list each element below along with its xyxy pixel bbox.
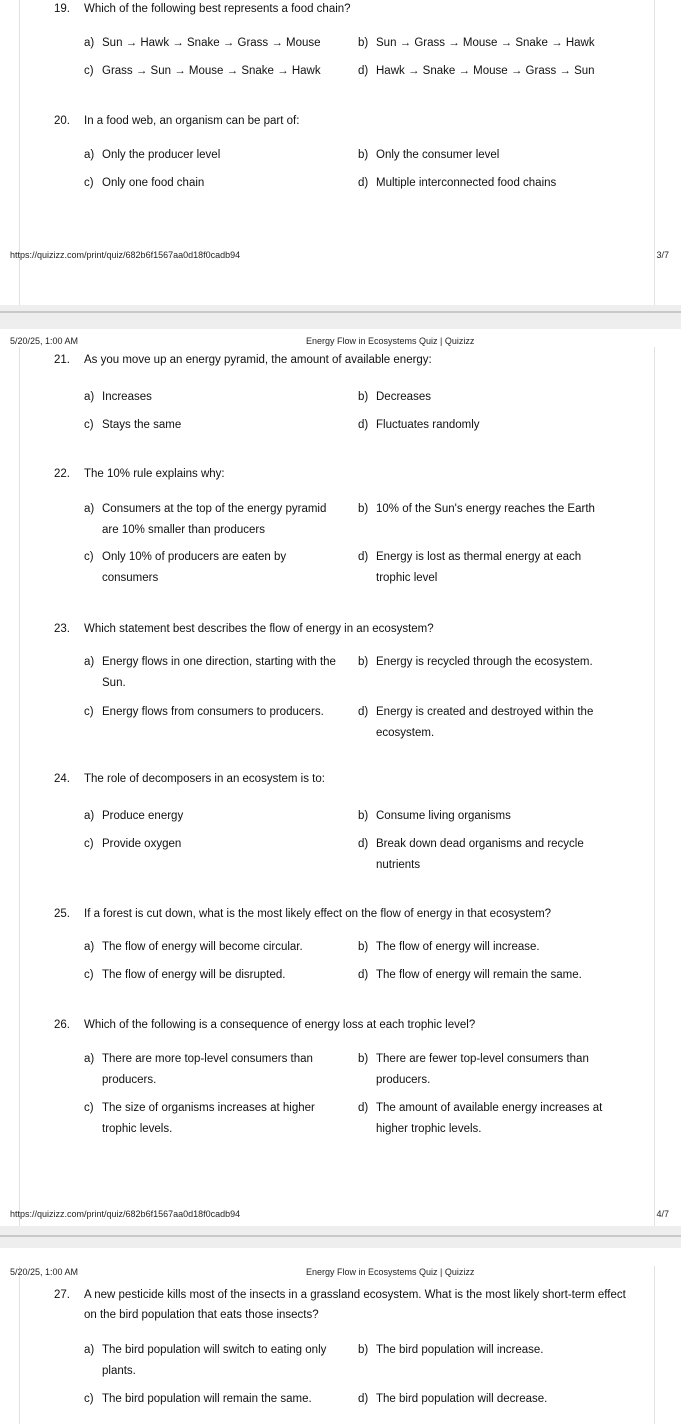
header-date: 5/20/25, 1:00 AM: [10, 1267, 79, 1277]
answer-option-a: a) Energy flows in one direction, starting with the Sun.: [84, 656, 336, 689]
page-break-line: [0, 1235, 681, 1237]
page-break: [0, 305, 681, 329]
answer-option-a: a) Increases: [84, 391, 152, 403]
answer-option-a: a) Consumers at the top of the energy pyramid are 10% smaller than producers: [84, 503, 327, 536]
answer-option-d: d) Multiple interconnected food chains: [358, 177, 557, 189]
question-number: 26.: [54, 1019, 70, 1031]
answer-option-a: a) The flow of energy will become circular.: [84, 941, 303, 953]
answer-option-b: b) The bird population will increase.: [358, 1344, 544, 1356]
print-page-3: [0, 0, 681, 305]
answer-option-c: c) Only one food chain: [84, 177, 205, 189]
question-number: 24.: [54, 773, 70, 785]
answer-option-c: c) Energy flows from consumers to producers.: [84, 706, 324, 718]
answer-option-a: a) There are more top-level consumers than producers.: [84, 1053, 313, 1086]
answer-option-b: b) Sun → Grass → Mouse → Snake → Hawk: [358, 37, 595, 49]
page-margin-left: [19, 1266, 20, 1424]
answer-option-c: c) Provide oxygen: [84, 838, 182, 850]
question-number: 25.: [54, 908, 70, 920]
answer-option-c: c) Grass → Sun → Mouse → Snake → Hawk: [84, 65, 321, 77]
answer-option-d: d) Break down dead organisms and recycle nutrients: [358, 838, 584, 871]
question-text: As you move up an energy pyramid, the amount of available energy:: [84, 354, 432, 366]
answer-option-c: c) The flow of energy will be disrupted.: [84, 969, 286, 981]
footer-page-number: 3/7: [656, 250, 669, 260]
question-text: If a forest is cut down, what is the most likely effect on the flow of energy in that ecosystem?: [84, 908, 552, 920]
page-margin-left: [19, 347, 20, 1226]
header-title: Energy Flow in Ecosystems Quiz | Quizizz: [306, 1267, 475, 1277]
answer-option-b: b) There are fewer top-level consumers than producers.: [358, 1053, 589, 1086]
footer-url: https://quizizz.com/print/quiz/682b6f1567aa0d18f0cadb94: [10, 1209, 241, 1219]
question-number: 23.: [54, 623, 70, 635]
answer-option-d: d) Fluctuates randomly: [358, 419, 480, 431]
answer-option-c: c) The size of organisms increases at higher trophic levels.: [84, 1102, 315, 1135]
answer-option-b: b) Consume living organisms: [358, 810, 511, 822]
header-date: 5/20/25, 1:00 AM: [10, 336, 79, 346]
answer-option-d: d) The flow of energy will remain the same.: [358, 969, 582, 981]
answer-option-d: d) The bird population will decrease.: [358, 1393, 548, 1405]
answer-option-a: a) Produce energy: [84, 810, 184, 822]
page-break: [0, 1226, 681, 1248]
question-text: Which of the following is a consequence of energy loss at each trophic level?: [84, 1019, 476, 1031]
page-margin-right: [654, 0, 655, 305]
answer-option-b: b) Decreases: [358, 391, 431, 403]
question-text: The 10% rule explains why:: [84, 468, 225, 480]
question-number: 21.: [54, 354, 70, 366]
answer-option-d: d) Energy is lost as thermal energy at each trophic level: [358, 551, 582, 584]
question-text: A new pesticide kills most of the insects in a grassland ecosystem. What is the most likely short-term effect on the bird population that eats those insects?: [84, 1289, 626, 1321]
answer-option-c: c) Stays the same: [84, 419, 182, 431]
answer-option-a: a) Only the producer level: [84, 149, 221, 161]
question-number: 27.: [54, 1289, 70, 1301]
answer-option-b: b) Only the consumer level: [358, 149, 500, 161]
footer-url: https://quizizz.com/print/quiz/682b6f1567aa0d18f0cadb94: [10, 250, 241, 260]
question-number: 22.: [54, 468, 70, 480]
question-number: 20.: [54, 115, 70, 127]
answer-option-b: b) 10% of the Sun's energy reaches the Earth: [358, 503, 595, 515]
question-text: In a food web, an organism can be part of:: [84, 115, 300, 127]
page-margin-right: [654, 347, 655, 1226]
answer-option-d: d) The amount of available energy increases at higher trophic levels.: [358, 1102, 603, 1135]
print-page-5: [0, 1248, 681, 1424]
question-number: 19.: [54, 3, 70, 15]
answer-option-b: b) The flow of energy will increase.: [358, 941, 540, 953]
page-break-line: [0, 311, 681, 313]
answer-option-d: d) Energy is created and destroyed within the ecosystem.: [358, 706, 594, 739]
header-title: Energy Flow in Ecosystems Quiz | Quizizz: [306, 336, 475, 346]
answer-option-a: a) Sun → Hawk → Snake → Grass → Mouse: [84, 37, 321, 49]
question-text: The role of decomposers in an ecosystem is to:: [84, 773, 325, 785]
answer-option-c: c) The bird population will remain the same.: [84, 1393, 312, 1405]
page-margin-right: [654, 1266, 655, 1424]
print-page-4: [0, 329, 681, 1226]
footer-page-number: 4/7: [656, 1209, 669, 1219]
question-text: Which statement best describes the flow of energy in an ecosystem?: [84, 623, 434, 635]
answer-option-d: d) Hawk → Snake → Mouse → Grass → Sun: [358, 65, 595, 77]
question-text: Which of the following best represents a food chain?: [84, 3, 351, 15]
answer-option-b: b) Energy is recycled through the ecosystem.: [358, 656, 593, 668]
answer-option-c: c) Only 10% of producers are eaten by consumers: [84, 551, 287, 584]
answer-option-a: a) The bird population will switch to eating only plants.: [84, 1344, 327, 1377]
